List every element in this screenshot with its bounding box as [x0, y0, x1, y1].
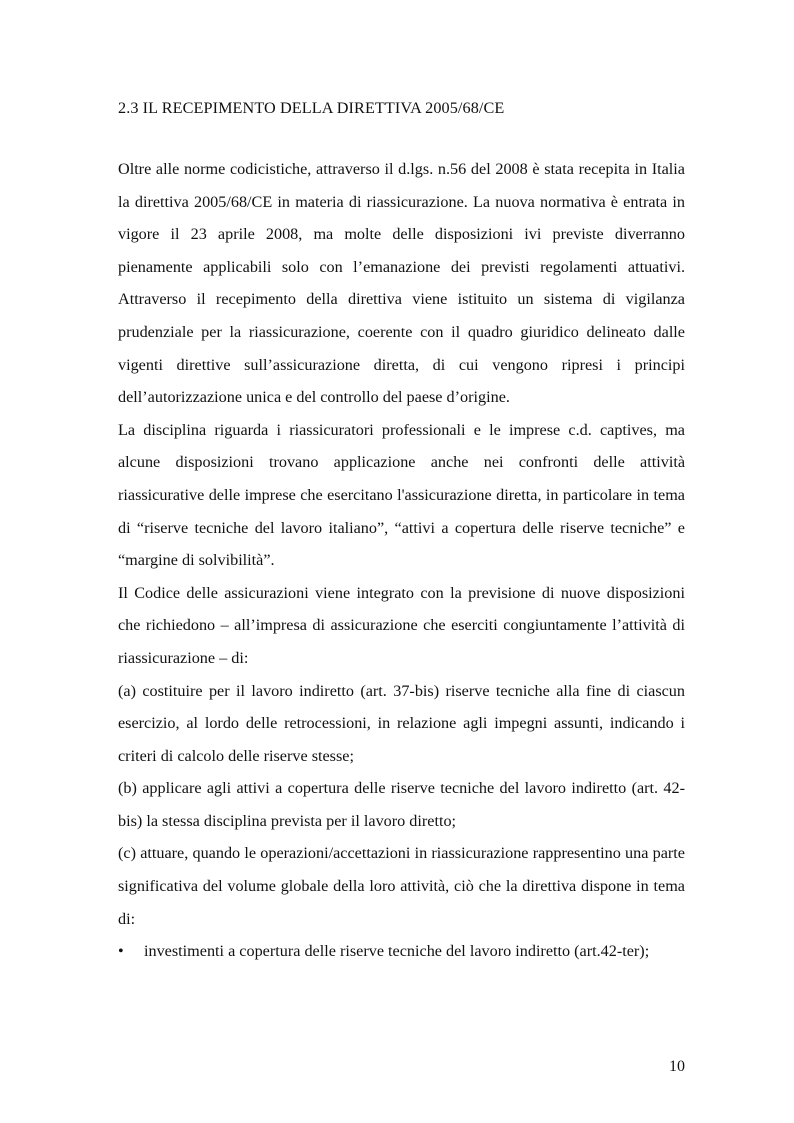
paragraph: La disciplina riguarda i riassicuratori professionali e le imprese c.d. captives, ma alcune disposizioni trovano applicazione anche nei confronti delle attività riassicurative delle imprese che esercitano l'assicurazione diretta, in particolare in tema di “riserve tecniche del lavoro italiano”, “attivi a copertura delle riserve tecniche” e “margine di solvibilità”. [118, 420, 685, 570]
paragraph: Il Codice delle assicurazioni viene integrato con la previsione di nuove disposizioni che richiedono – all’impresa di assicurazione che eserciti congiuntamente l’attività di riassicurazione – di: [118, 583, 685, 667]
list-item-a: (a) costituire per il lavoro indiretto (art. 37-bis) riserve tecniche alla fine di ciascun esercizio, al lordo delle retrocessioni, in relazione agli impegni assunti, indicando i criteri di calcolo delle riserve stesse; [118, 681, 685, 765]
body-text [118, 153, 685, 968]
bullet-text: investimenti a copertura delle riserve tecniche del lavoro indiretto (art.42-ter); [144, 942, 650, 961]
paragraph: Oltre alle norme codicistiche, attraverso il d.lgs. n.56 del 2008 è stata recepita in Italia la direttiva 2005/68/CE in materia di riassicurazione. La nuova normativa è entrata in vigore il 23 aprile 2008, ma molte delle disposizioni ivi previste diverranno pienamente applicabili solo con l’emanazione dei previsti regolamenti attuativi. Attraverso il recepimento della direttiva viene istituito un sistema di vigilanza prudenziale per la riassicurazione, coerente con il quadro giuridico delineato dalle vigenti direttive sull’assicurazione diretta, di cui vengono ripresi i principi dell’autorizzazione unica e del controllo del paese d’origine. [118, 160, 685, 407]
page-number: 10 [669, 1058, 685, 1075]
bullet-icon: • [118, 942, 124, 961]
list-item-c: (c) attuare, quando le operazioni/accettazioni in riassicurazione rappresentino una parte significativa del volume globale della loro attività, ciò che la direttiva dispone in tema di: [118, 844, 685, 928]
bullet-item [118, 935, 685, 968]
list-item-b: (b) applicare agli attivi a copertura delle riserve tecniche del lavoro indiretto (art. 42-bis) la stessa disciplina prevista per il lavoro diretto; [118, 779, 685, 830]
section-heading: 2.3 IL RECEPIMENTO DELLA DIRETTIVA 2005/68/CE [118, 99, 505, 117]
